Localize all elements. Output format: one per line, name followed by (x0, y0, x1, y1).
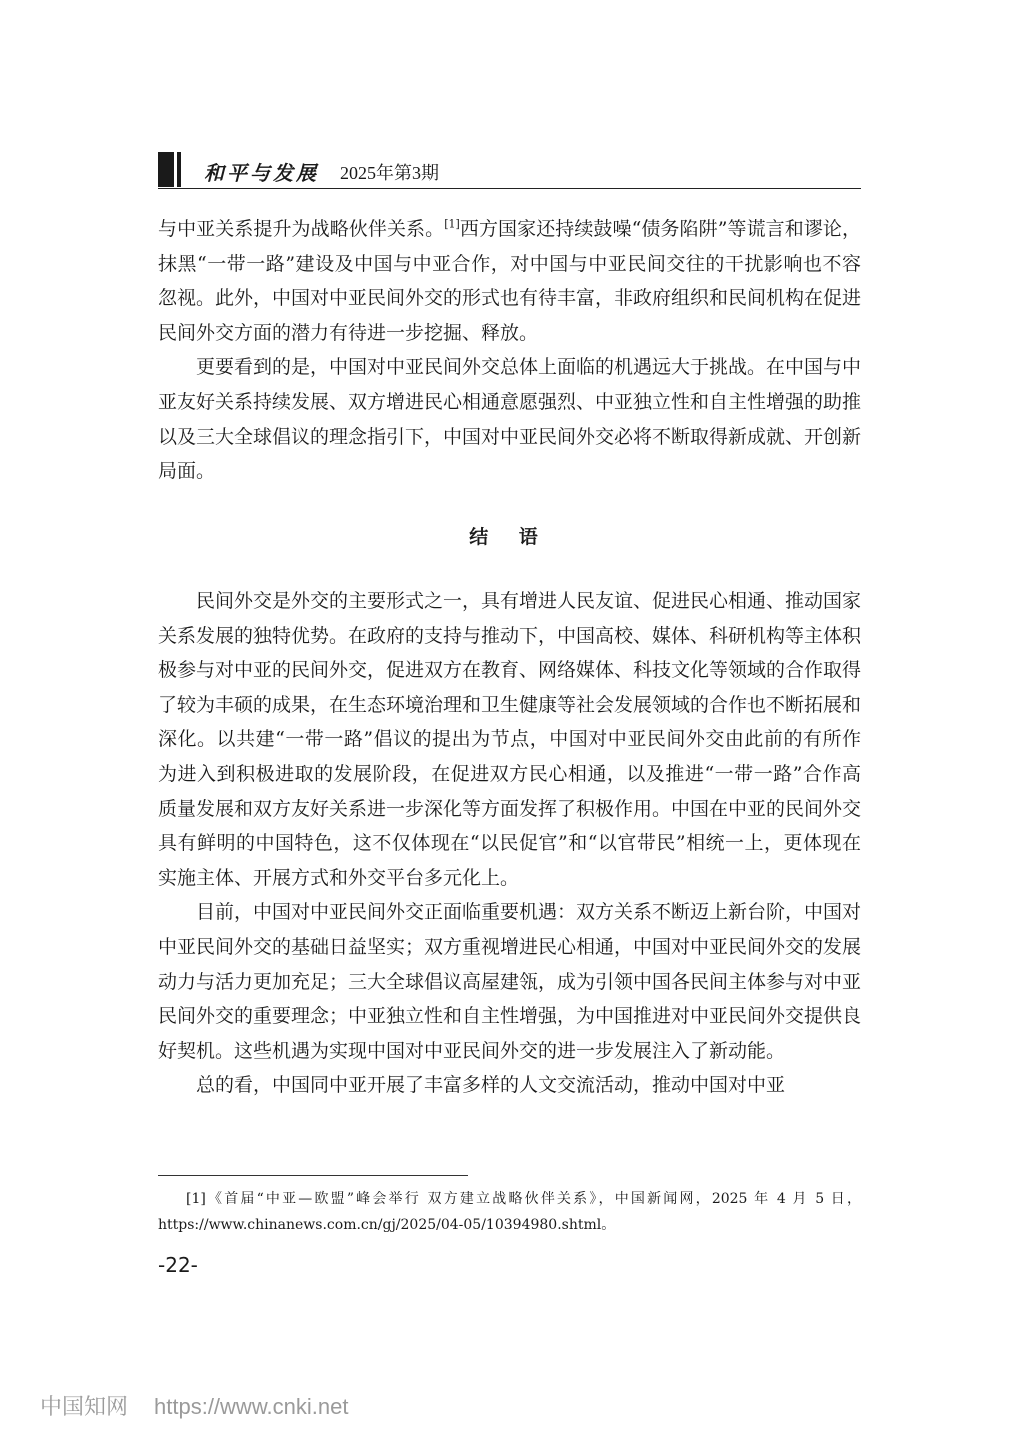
header-decor-line (177, 152, 181, 187)
paragraph-text: 与中亚关系提升为战略伙伴关系。 (158, 218, 445, 240)
journal-name: 和平与发展 (204, 161, 319, 185)
section-title: 结 语 (469, 526, 550, 548)
paragraph: 更要看到的是，中国对中亚民间外交总体上面临的机遇远大于挑战。在中国与中亚友好关系持续发展、双方增进民心相通意愿强烈、中亚独立性和自主性增强的助推以及三大全球倡议的理念指引下，中国对中亚民间外交必将不断取得新成就、开创新局面。 (158, 356, 862, 483)
watermark-url: https://www.cnki.net (154, 1394, 349, 1419)
issue-label: 2025年第3期 (340, 163, 439, 183)
page-number: -22- (158, 1253, 198, 1277)
watermark-site-name: 中国知网 (40, 1395, 129, 1420)
footnote-ref[interactable]: [1] (444, 217, 460, 231)
footnote-divider (158, 1175, 468, 1176)
paragraph: 目前，中国对中亚民间外交正面临重要机遇：双方关系不断迈上新台阶，中国对中亚民间外交的基础日益坚实；双方重视增进民心相通，中国对中亚民间外交的发展动力与活力更加充足；三大全球倡议高屋建瓴，成为引领中国各民间主体参与对中亚民间外交的重要理念；中亚独立性和自主性增强，为中国推进对中亚民间外交提供良好契机。这些机遇为实现中国对中亚民间外交的进一步发展注入了新动能。 (158, 901, 862, 1062)
footnote: [1]《首届“中亚—欧盟”峰会举行 双方建立战略伙伴关系》，中国新闻网，2025 年 4 月 5 日，https://www.chinanews.com.cn/gj/2025/04-05/10394980.shtml。 (158, 1191, 861, 1233)
paragraph-text: 西方国家还持续鼓噪“债务陷阱”等谎言和谬论，抹黑“一带一路”建设及中国与中亚合作，对中国与中亚民间交往的干扰影响也不容忽视。此外，中国对中亚民间外交的形式也有待丰富，非政府组织和民间机构在促进民间外交方面的潜力有待进一步挖掘、释放。 (158, 218, 862, 344)
paragraph (158, 212, 861, 350)
watermark (40, 1390, 348, 1421)
body-conclusion (158, 584, 861, 1103)
header-decor-bar (158, 152, 174, 187)
paragraph: 民间外交是外交的主要形式之一，具有增进人民友谊、促进民心相通、推动国家关系发展的独特优势。在政府的支持与推动下，中国高校、媒体、科研机构等主体积极参与对中亚的民间外交，促进双方在教育、网络媒体、科技文化等领域的合作取得了较为丰硕的成果，在生态环境治理和卫生健康等社会发展领域的合作也不断拓展和深化。以共建“一带一路”倡议的提出为节点，中国对中亚民间外交由此前的有所作为进入到积极进取的发展阶段，在促进双方民心相通，以及推进“一带一路”合作高质量发展和双方友好关系进一步深化等方面发挥了积极作用。中国在中亚的民间外交具有鲜明的中国特色，这不仅体现在“以民促官”和“以官带民”相统一上，更体现在实施主体、开展方式和外交平台多元化上。 (158, 590, 862, 889)
running-header (158, 152, 861, 189)
body-top (158, 212, 861, 489)
paragraph: 总的看，中国同中亚开展了丰富多样的人文交流活动，推动中国对中亚 (196, 1074, 786, 1097)
